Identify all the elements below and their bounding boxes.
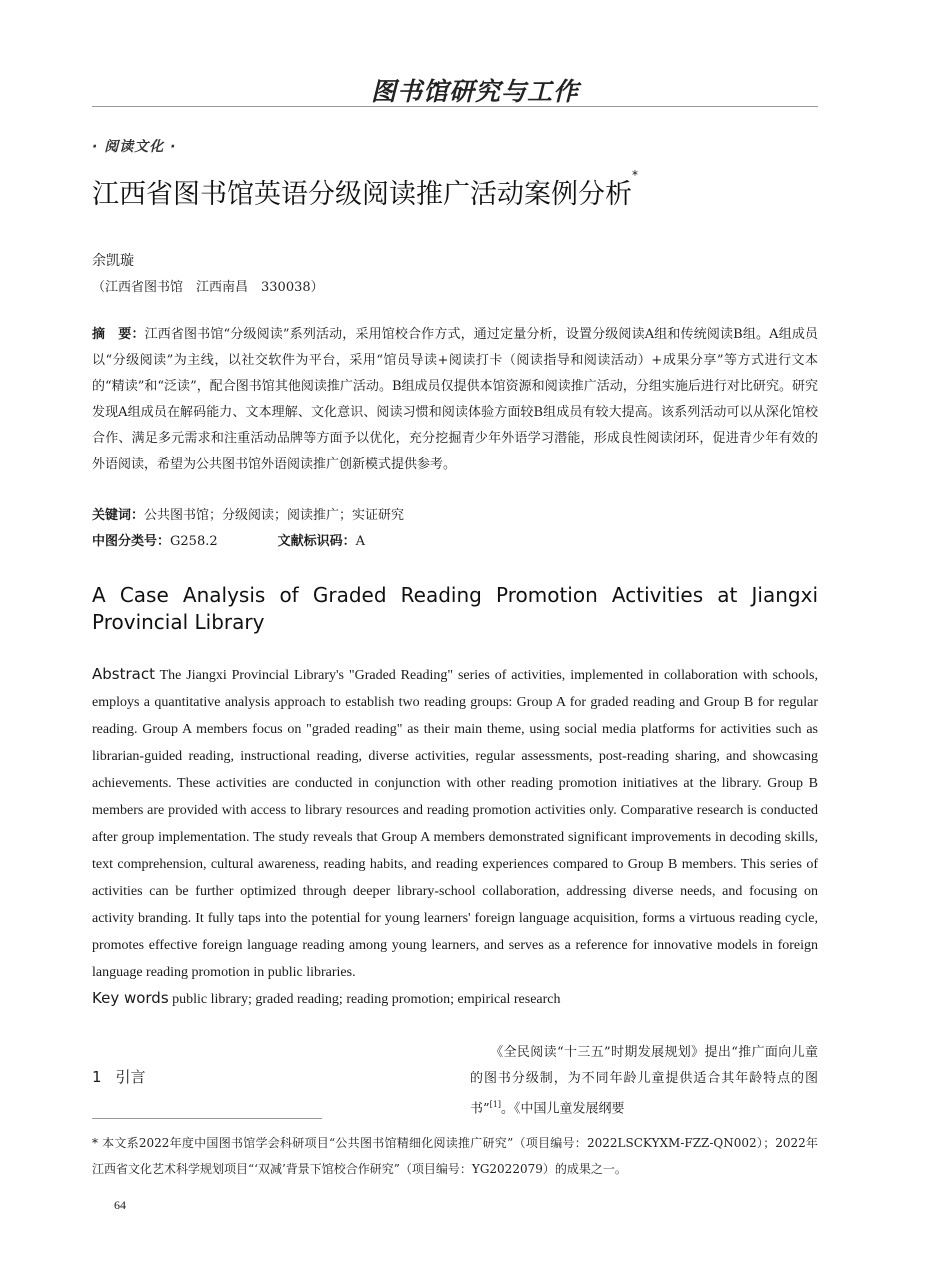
intro-section-number: 1: [92, 1068, 102, 1086]
english-keywords-label: Key words: [92, 989, 169, 1007]
english-abstract: [92, 661, 818, 986]
english-abstract-label: Abstract: [92, 665, 155, 683]
journal-logo: 图书馆研究与工作: [370, 77, 579, 106]
chinese-title-text: 江西省图书馆英语分级阅读推广活动案例分析: [92, 179, 632, 210]
funding-footnote: * 本文系2022年度中国图书馆学会科研项目“公共图书馆精细化阅读推广研究”（项目编号：2022LSCKYXM-FZZ-QN002）；2022年江西省文化艺术科学规划项目“‘双减’背景下馆校合作研究”（项目编号：YG2022079）的成果之一。: [92, 1136, 818, 1176]
chinese-abstract-text: 江西省图书馆“分级阅读”系列活动，采用馆校合作方式，通过定量分析，设置分级阅读A组和传统阅读B组。A组成员以“分级阅读”为主线，以社交软件为平台，采用“馆员导读+阅读打卡（阅读指导和阅读活动）+成果分享”等方式进行文本的“精读”和“泛读”，配合图书馆其他阅读推广活动。B组成员仅提供本馆资源和阅读推广活动，分组实施后进行对比研究。研究发现A组成员在解码能力、文本理解、文化意识、阅读习惯和阅读体验方面较B组成员有较大提高。该系列活动可以从深化馆校合作、满足多元需求和注重活动品牌等方面予以优化，充分挖掘青少年外语学习潜能，形成良性阅读闭环，促进青少年有效的外语阅读，希望为公共图书馆外语阅读推广创新模式提供参考。: [92, 327, 818, 472]
intro-section-heading: [92, 1066, 146, 1087]
doc-code-value: A: [355, 534, 366, 549]
chinese-abstract: [92, 322, 818, 478]
classification-row: [92, 530, 365, 549]
intro-text-part1: 《全民阅读“十三五”时期发展规划》提出“推广面向儿童的图书分级制，为不同年龄儿童提供适合其年龄特点的图书”: [470, 1045, 818, 1117]
clc-value: G258.2: [170, 534, 218, 549]
title-footnote-mark: *: [632, 168, 638, 182]
intro-section-title: 引言: [115, 1068, 146, 1086]
clc-label: 中图分类号：: [92, 534, 171, 549]
english-title: A Case Analysis of Graded Reading Promotion Activities at Jiangxi Provincial Library: [92, 583, 818, 634]
page-number: 64: [114, 1198, 126, 1212]
header-divider: [92, 106, 818, 107]
intro-text-part2: 。《中国儿童发展纲要: [501, 1101, 625, 1117]
intro-paragraph: [470, 1040, 818, 1122]
author-name: 余凯璇: [92, 253, 134, 269]
footnote-divider: [92, 1118, 322, 1119]
citation-ref: [1]: [489, 1100, 501, 1109]
doc-code-label: 文献标识码：: [277, 534, 356, 549]
english-keywords-text: public library; graded reading; reading promotion; empirical research: [172, 992, 561, 1007]
chinese-keywords-text: 公共图书馆；分级阅读；阅读推广；实证研究: [144, 508, 405, 523]
chinese-abstract-label: 摘 要：: [92, 327, 145, 342]
chinese-keywords-label: 关键词：: [92, 508, 145, 523]
chinese-title: [92, 168, 638, 211]
author-affiliation: （江西省图书馆 江西南昌 330038）: [92, 280, 324, 295]
chinese-keywords: [92, 504, 404, 523]
english-keywords: [92, 989, 561, 1008]
english-abstract-text: The Jiangxi Provincial Library's "Graded Reading" series of activities, implemented in collaboration with schools, employs a quantitative analysis approach to establish two reading groups: Group A for graded reading and Group B for regular reading. Group A members focus on "graded reading" as their main theme, using social media platforms for activities such as librarian-guided reading, instructional reading, diverse activities, regular assessments, post-reading sharing, and showcasing achievements. These activities are conducted in conjunction with other reading promotion initiatives at the library. Group B members are provided with access to library resources and reading promotion activities only. Comparative research is conducted after group implementation. The study reveals that Group A members demonstrated significant improvements in decoding skills, text comprehension, cultural awareness, reading habits, and reading experiences compared to Group B members. This series of activities can be further optimized through deeper library-school collaboration, addressing diverse needs, and focusing on activity branding. It fully taps into the potential for young learners' foreign language acquisition, forms a virtuous reading cycle, promotes effective foreign language reading among young learners, and serves as a reference for innovative models in foreign language reading promotion in public libraries.: [92, 668, 818, 980]
section-label: · 阅读文化 ·: [92, 139, 177, 155]
